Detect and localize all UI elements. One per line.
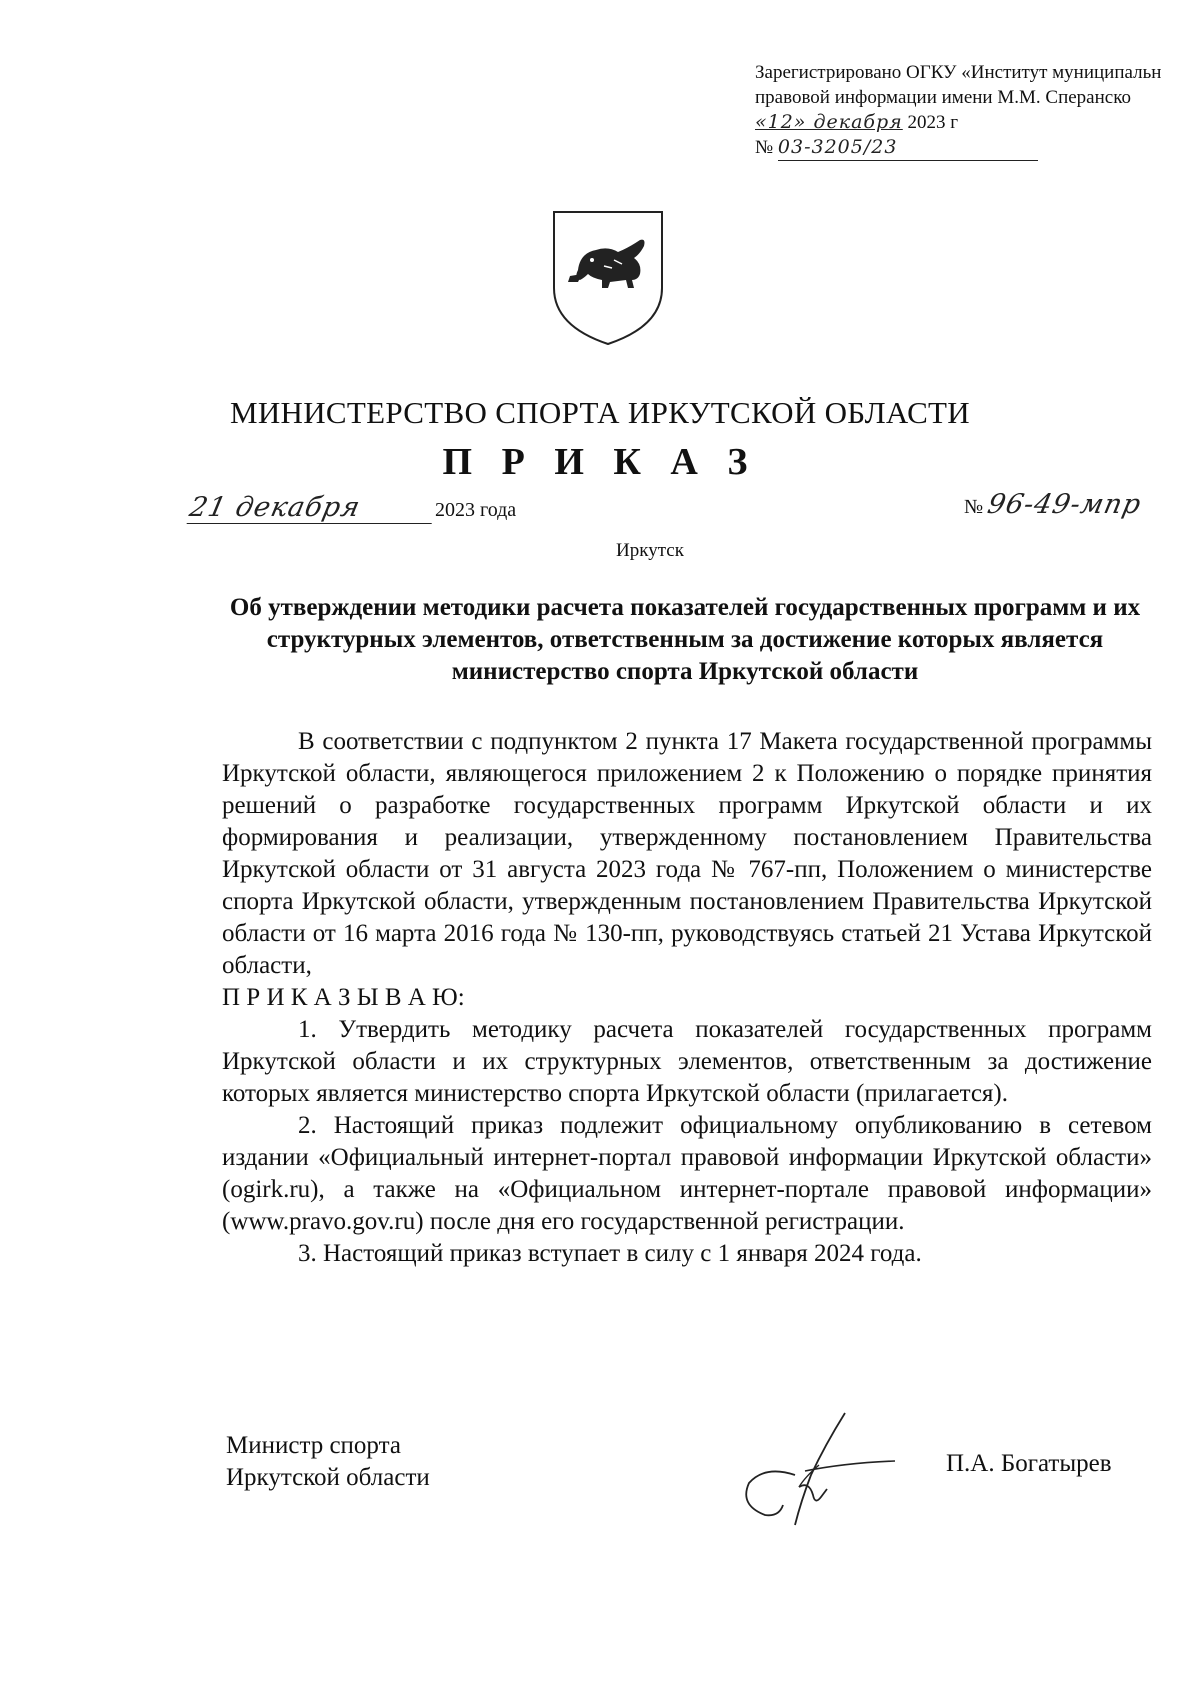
registration-stamp [755, 60, 1200, 161]
signatory-name: П.А. Богатырев [946, 1450, 1112, 1477]
signatory-title-line-2: Иркутской области [226, 1464, 430, 1491]
document-body [222, 726, 1152, 1270]
coat-of-arms-icon [548, 208, 668, 348]
order-date [186, 492, 517, 524]
document-type-title: П Р И К А З [442, 441, 758, 483]
registration-number-line [755, 135, 1200, 161]
registration-date-line [755, 110, 1200, 135]
order-word: П Р И К А З Ы В А Ю: [222, 984, 465, 1011]
signatory-title-line-1: Министр спорта [226, 1432, 401, 1459]
order-number-prefix: № [964, 496, 984, 518]
registration-line-1: Зарегистрировано ОГКУ «Институт муниципальн [755, 62, 1162, 83]
registration-date-handwritten: «12» декабря [755, 111, 903, 133]
registration-year: 2023 г [907, 112, 959, 133]
registration-number-prefix: № [755, 137, 774, 158]
signatory-title [226, 1430, 430, 1494]
item-3-paragraph: 3. Настоящий приказ вступает в силу с 1 января 2024 года. [298, 1240, 922, 1267]
handwritten-signature [735, 1405, 905, 1530]
item-2-paragraph: 2. Настоящий приказ подлежит официальному опубликованию в сетевом издании «Официальный интернет-портал правовой информации Иркутской области» (ogirk.ru), а также на «Официальном интернет-портале правовой информации» (www.pravo.gov.ru) после дня его государственной регистрации. [222, 1112, 1152, 1235]
preamble-paragraph: В соответствии с подпунктом 2 пункта 17 Макета государственной программы Иркутской области, являющегося приложением 2 к Положению о порядке принятия решений о разработке государственных программ Иркутской области и их формирования и реализации, утвержденному постановлением Правительства Иркутской области от 31 августа 2023 года № 767-пп, Положением о министерстве спорта Иркутской области, утвержденным постановлением Правительства Иркутской области от 16 марта 2016 года № 130-пп, руководствуясь статьей 21 Устава Иркутской области, [222, 728, 1152, 979]
order-number-handwritten: 96-49-мпр [984, 489, 1145, 520]
registration-number-handwritten: 03-3205/23 [778, 135, 1038, 161]
city: Иркутск [616, 540, 684, 561]
item-1-paragraph: 1. Утвердить методику расчета показателей государственных программ Иркутской области и их структурных элементов, ответственным за достижение которых является министерство спорта Иркутской области (прилагается). [222, 1016, 1152, 1107]
order-number [964, 489, 1158, 520]
document-heading: Об утверждении методики расчета показателей государственных программ и их структурных элементов, ответственным за достижение которых является министерство спорта Иркутской области [229, 594, 1141, 685]
order-date-suffix: 2023 года [435, 499, 517, 521]
registration-line-2: правовой информации имени М.М. Сперанско [755, 87, 1131, 108]
ministry-name: МИНИСТЕРСТВО СПОРТА ИРКУТСКОЙ ОБЛАСТИ [230, 395, 970, 430]
order-date-handwritten: 21 декабря [187, 492, 439, 524]
